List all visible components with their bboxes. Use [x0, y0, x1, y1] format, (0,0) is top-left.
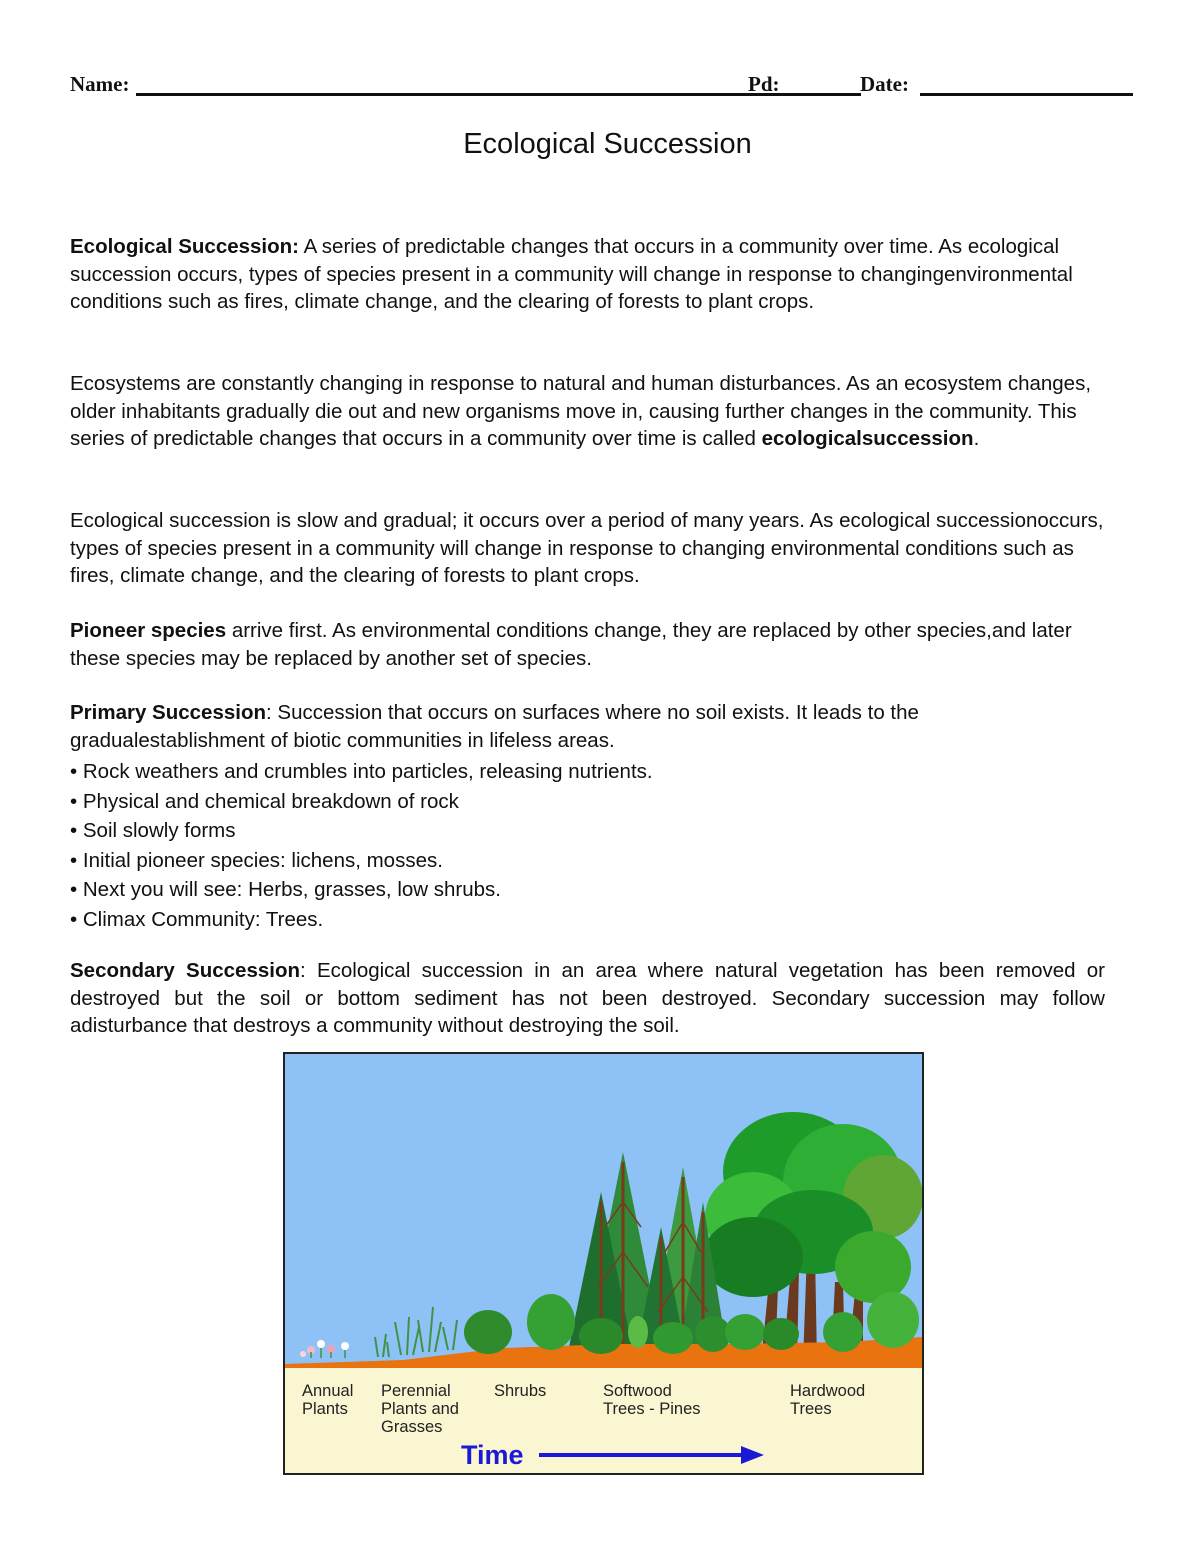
- page-title: Ecological Succession: [463, 128, 752, 160]
- stage-shrubs-label: Shrubs: [494, 1382, 547, 1400]
- list-item: • Climax Community: Trees.: [70, 907, 324, 931]
- stage-softwood-label: Softwood Trees - Pines: [603, 1382, 701, 1418]
- secondary-text: : Ecological succession in an area where natural vegetation has been removed or destroyed but the soil or bottom sediment has not been destroyed. Secondary succession may follow adisturbance that destroys a community without destroying the soil.: [70, 959, 1105, 1037]
- definition-term: Ecological Succession:: [70, 235, 299, 258]
- secondary-term: Secondary Succession: [70, 959, 301, 982]
- primary-bullet-list: [70, 757, 1105, 934]
- date-label: Date:: [860, 72, 909, 96]
- ecosystems-paragraph: [70, 370, 1105, 453]
- primary-text: : Succession that occurs on surfaces where no soil exists. It leads to the gradualestablishment of biotic communities in lifeless areas.: [70, 701, 919, 752]
- ecosystems-text: Ecosystems are constantly changing in response to natural and human disturbances. As an ecosystem changes, older inhabitants gradually die out and new organisms move in, causing further changes in the community. This series of predictable changes that occurs in a community over time is called: [70, 372, 1092, 450]
- ecosystems-end: .: [973, 427, 980, 450]
- definition-paragraph: [70, 233, 1105, 316]
- date-blank-line[interactable]: [920, 93, 1133, 96]
- list-item: • Next you will see: Herbs, grasses, low shrubs.: [70, 878, 502, 901]
- definition-text: A series of predictable changes that occurs in a community over time. As ecological succession occurs, types of species present in a community will change in response to changingenvironmental conditions such as fires, climate change, and the clearing of forests to plant crops.: [70, 235, 1073, 313]
- list-item: • Rock weathers and crumbles into particles, releasing nutrients.: [70, 760, 653, 783]
- stage-hardwood-label: Hardwood Trees: [790, 1382, 866, 1418]
- list-item: • Physical and chemical breakdown of rock: [70, 789, 459, 813]
- ecosystems-bold-term: ecologicalsuccession: [761, 427, 974, 450]
- primary-term: Primary Succession: [70, 701, 266, 724]
- pd-label: Pd:: [748, 72, 780, 96]
- pioneer-paragraph: [70, 617, 1105, 672]
- name-blank-line[interactable]: [136, 93, 818, 96]
- name-label: Name:: [70, 72, 130, 96]
- stage-annual-label: Annual Plants: [302, 1382, 354, 1418]
- time-label: Time: [461, 1440, 524, 1470]
- stage-perennial-label: Perennial Plants and Grasses: [381, 1382, 459, 1436]
- pioneer-text: arrive first. As environmental conditions change, they are replaced by other species,and later these species may be replaced by another set of species.: [70, 619, 1072, 670]
- pioneer-term: Pioneer species: [70, 619, 227, 642]
- student-info-header: [70, 72, 1133, 102]
- succession-illustration: [283, 1052, 924, 1475]
- slow-gradual-paragraph: Ecological succession is slow and gradual; it occurs over a period of many years. As ecological successionoccurs, types of species present in a community will change in response to changing environmental conditions such as fires, climate change, and the clearing of forests to plant crops.: [70, 509, 1104, 587]
- list-item: • Initial pioneer species: lichens, mosses.: [70, 848, 443, 872]
- secondary-paragraph: [70, 957, 1105, 1040]
- pd-blank-line[interactable]: [783, 93, 861, 96]
- list-item: • Soil slowly forms: [70, 819, 236, 842]
- primary-paragraph: [70, 699, 1105, 754]
